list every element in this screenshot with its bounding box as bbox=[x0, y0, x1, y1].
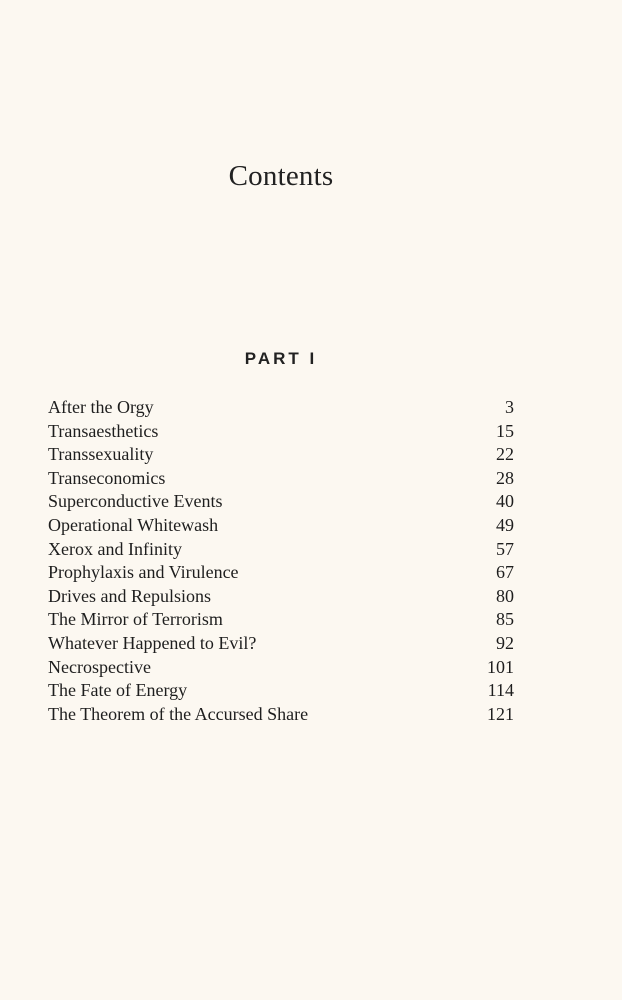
toc-entry bbox=[48, 656, 514, 680]
toc-entry bbox=[48, 490, 514, 514]
toc-entry bbox=[48, 443, 514, 467]
toc-entry bbox=[48, 561, 514, 585]
toc-entry bbox=[48, 608, 514, 632]
toc-entry-page: 57 bbox=[496, 538, 514, 559]
toc-entry bbox=[48, 703, 514, 727]
toc-entry-title: Transeconomics bbox=[48, 467, 166, 488]
toc-entry-title: The Theorem of the Accursed Share bbox=[48, 703, 309, 724]
toc-entry bbox=[48, 467, 514, 491]
toc-entry bbox=[48, 585, 514, 609]
toc-entry-title: Superconductive Events bbox=[48, 491, 223, 512]
toc-entry bbox=[48, 679, 514, 703]
toc-entry bbox=[48, 514, 514, 538]
toc-entry-page: 85 bbox=[496, 609, 514, 630]
toc-entry-page: 114 bbox=[487, 680, 514, 701]
toc-entry-title: After the Orgy bbox=[48, 397, 154, 417]
toc-entry bbox=[48, 420, 514, 444]
toc-entry-page: 101 bbox=[487, 656, 514, 677]
part-heading: PART I bbox=[244, 349, 318, 368]
toc-entry-page: 40 bbox=[496, 491, 514, 512]
toc-entry-title: Prophylaxis and Virulence bbox=[48, 562, 239, 583]
toc-entry-page: 22 bbox=[496, 444, 514, 465]
toc-entry-page: 49 bbox=[496, 514, 514, 535]
toc-entry-title: Transaesthetics bbox=[48, 420, 159, 441]
toc-entry-title: Necrospective bbox=[48, 656, 151, 677]
toc-entry bbox=[48, 396, 514, 420]
toc-entry-page: 92 bbox=[496, 632, 514, 653]
page-title: Contents bbox=[228, 160, 334, 192]
toc-entry bbox=[48, 632, 514, 656]
toc-entry-title: Transsexuality bbox=[48, 444, 154, 465]
toc-entry bbox=[48, 538, 514, 562]
toc-entry-title: The Mirror of Terrorism bbox=[48, 609, 223, 630]
toc-entry-page: 67 bbox=[496, 562, 514, 583]
table-of-contents bbox=[48, 396, 514, 726]
toc-entry-title: Operational Whitewash bbox=[48, 514, 219, 535]
toc-entry-title: Xerox and Infinity bbox=[48, 538, 182, 559]
toc-entry-page: 15 bbox=[496, 420, 514, 441]
toc-entry-page: 80 bbox=[496, 585, 514, 606]
toc-entry-title: The Fate of Energy bbox=[48, 680, 188, 701]
toc-entry-page: 121 bbox=[487, 703, 514, 724]
toc-entry-title: Drives and Repulsions bbox=[48, 585, 211, 606]
toc-entry-page: 3 bbox=[505, 397, 514, 417]
toc-entry-page: 28 bbox=[496, 467, 514, 488]
toc-entry-title: Whatever Happened to Evil? bbox=[48, 632, 257, 653]
